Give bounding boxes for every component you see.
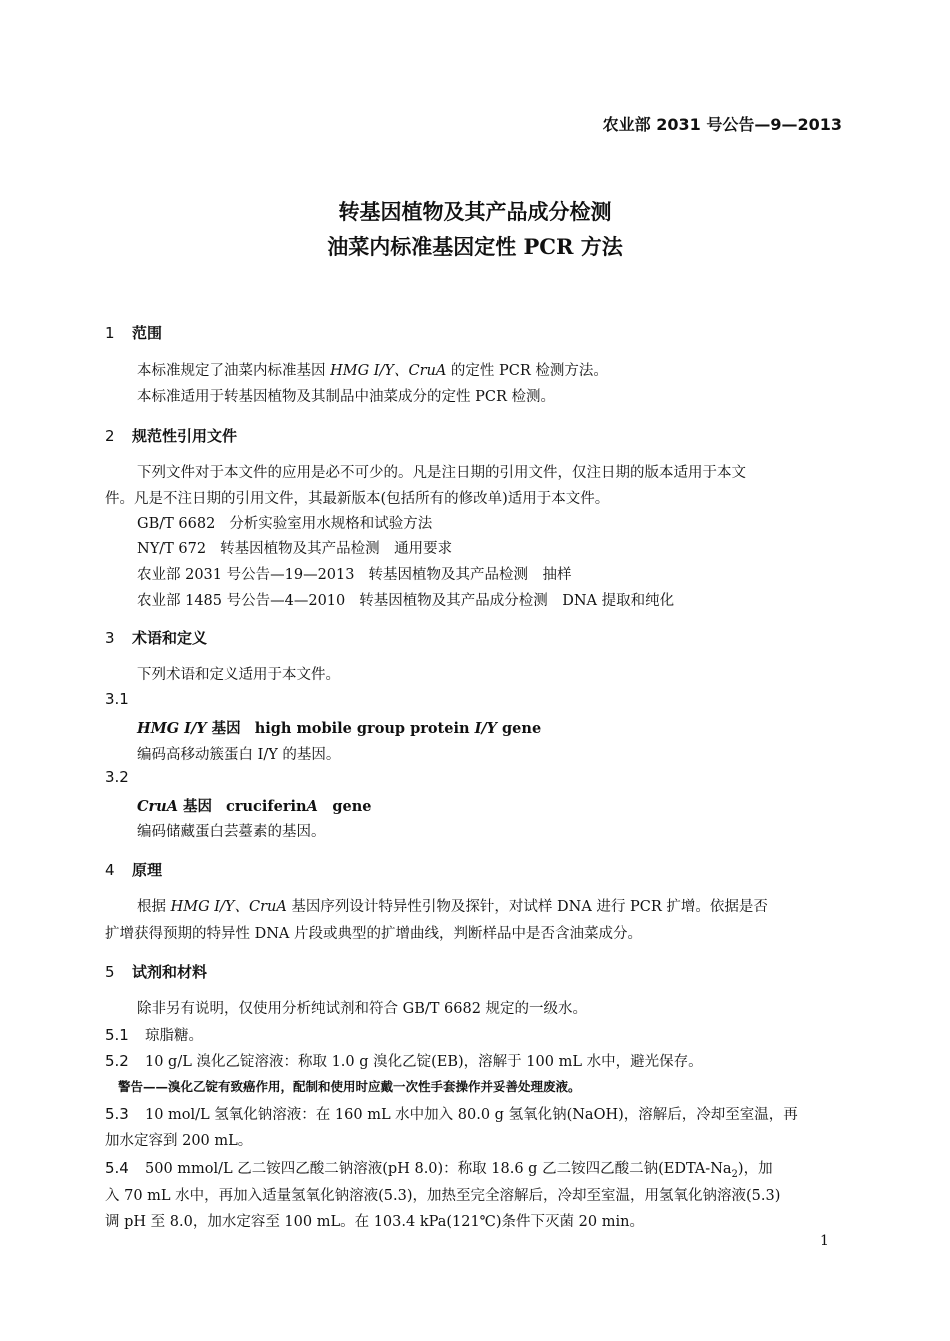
term-english: cruciferin (226, 798, 307, 815)
reference-code: 农业部 2031 号公告—19—2013 (137, 567, 355, 583)
reference-title: 转基因植物及其产品检测 抽样 (368, 567, 572, 583)
reference-title: 分析实验室用水规格和试验方法 (229, 516, 433, 532)
warning-note: 警告——溴化乙锭有致癌作用，配制和使用时应戴一次性手套操作并妥善处理废液。 (118, 1079, 581, 1094)
page-number: 1 (820, 1233, 829, 1249)
item-text: )，加 (737, 1161, 773, 1177)
paragraph: 本标准适用于转基因植物及其制品中油菜成分的定性 PCR 检测。 (137, 389, 555, 405)
term-label: 基因 (206, 720, 241, 737)
item-number: 5.4 (105, 1159, 129, 1177)
item-number: 5.2 (105, 1052, 129, 1070)
subscript: 2 (731, 1168, 738, 1180)
term-gene: CruA (137, 798, 178, 815)
term-heading (137, 717, 541, 738)
paragraph: 下列术语和定义适用于本文件。 (137, 667, 340, 683)
term-heading (137, 795, 371, 816)
paragraph (137, 359, 608, 380)
text: 本标准规定了油菜内标准基因 (137, 363, 331, 379)
section-title: 范围 (132, 324, 163, 342)
section-title: 术语和定义 (132, 629, 208, 647)
paragraph: 除非另有说明，仅使用分析纯试剂和符合 GB/T 6682 规定的一级水。 (137, 1001, 588, 1017)
term-english: gene (497, 720, 542, 737)
reference-item (137, 537, 452, 558)
list-item (105, 1103, 798, 1124)
subsection-number: 3.1 (105, 690, 129, 708)
paragraph-line (137, 895, 768, 916)
section-number: 5 (105, 963, 115, 981)
gene-name: HMG I/Y、CruA (170, 899, 287, 915)
section-title: 原理 (132, 861, 163, 879)
item-number: 5.3 (105, 1105, 129, 1123)
section-1-heading (105, 322, 162, 343)
subsection-number: 3.2 (105, 768, 129, 786)
item-text: 10 g/L 溴化乙锭溶液：称取 1.0 g 溴化乙锭(EB)，溶解于 100 mL 水中，避光保存。 (145, 1054, 703, 1070)
term-definition: 编码储藏蛋白芸薹素的基因。 (137, 824, 326, 840)
reference-code: NY/T 672 (137, 541, 207, 557)
text: 的定性 PCR 检测方法。 (446, 363, 608, 379)
section-title: 规范性引用文件 (132, 427, 238, 445)
section-title: 试剂和材料 (132, 963, 208, 981)
term-definition: 编码高移动簇蛋白 I/Y 的基因。 (137, 747, 341, 763)
list-item (105, 1157, 773, 1180)
section-number: 3 (105, 629, 115, 647)
term-label: 基因 (177, 798, 213, 815)
paragraph-line: 件。凡是不注日期的引用文件，其最新版本(包括所有的修改单)适用于本文件。 (105, 491, 610, 507)
reference-item (137, 512, 432, 533)
paragraph-line: 加水定容到 200 mL。 (105, 1133, 253, 1149)
list-item (105, 1050, 703, 1071)
title-line-1: 转基因植物及其产品成分检测 (338, 199, 612, 224)
section-2-heading (105, 425, 237, 446)
text: 基因序列设计特异性引物及探针，对试样 DNA 进行 PCR 扩增。依据是否 (286, 899, 768, 915)
paragraph-line: 调 pH 至 8.0，加水定容至 100 mL。在 103.4 kPa(121℃)条件下灭菌 20 min。 (105, 1214, 644, 1230)
text: 根据 (137, 899, 171, 915)
reference-code: GB/T 6682 (137, 516, 216, 532)
reference-item (137, 563, 571, 584)
term-english: gene (317, 798, 372, 815)
paragraph-line: 入 70 mL 水中，再加入适量氢氧化钠溶液(5.3)，加热至完全溶解后，冷却至室温，用氢氧化钠溶液(5.3) (105, 1188, 781, 1204)
paragraph-line: 扩增获得预期的特异性 DNA 片段或典型的扩增曲线，判断样品中是否含油菜成分。 (105, 926, 642, 942)
section-4-heading (105, 859, 162, 880)
item-text: 10 mol/L 氢氧化钠溶液：在 160 mL 水中加入 80.0 g 氢氧化钠(NaOH)，溶解后，冷却至室温，再 (145, 1107, 798, 1123)
item-number: 5.1 (105, 1026, 129, 1044)
reference-title: 转基因植物及其产品成分检测 DNA 提取和纯化 (359, 593, 675, 609)
section-5-heading (105, 961, 207, 982)
item-text: 500 mmol/L 乙二铵四乙酸二钠溶液(pH 8.0)：称取 18.6 g 乙二铵四乙酸二钠(EDTA-Na (145, 1161, 732, 1177)
term-english-italic: A (306, 798, 318, 815)
term-english: high mobile group protein (254, 720, 475, 737)
section-3-heading (105, 627, 207, 648)
reference-title: 转基因植物及其产品检测 通用要求 (220, 541, 453, 557)
section-number: 1 (105, 324, 115, 342)
term-gene: HMG I/Y (137, 720, 207, 737)
reference-item (137, 589, 674, 610)
standard-code: 农业部 2031 号公告—9—2013 (602, 115, 842, 134)
reference-code: 农业部 1485 号公告—4—2010 (137, 593, 346, 609)
gene-name: HMG I/Y、CruA (330, 363, 447, 379)
title-line-2: 油菜内标准基因定性 PCR 方法 (327, 234, 623, 259)
list-item (105, 1024, 203, 1045)
term-english-italic: I/Y (474, 720, 497, 737)
section-number: 4 (105, 861, 115, 879)
item-text: 琼脂糖。 (145, 1028, 203, 1044)
section-number: 2 (105, 427, 115, 445)
paragraph-line: 下列文件对于本文件的应用是必不可少的。凡是注日期的引用文件，仅注日期的版本适用于本文 (137, 465, 746, 481)
